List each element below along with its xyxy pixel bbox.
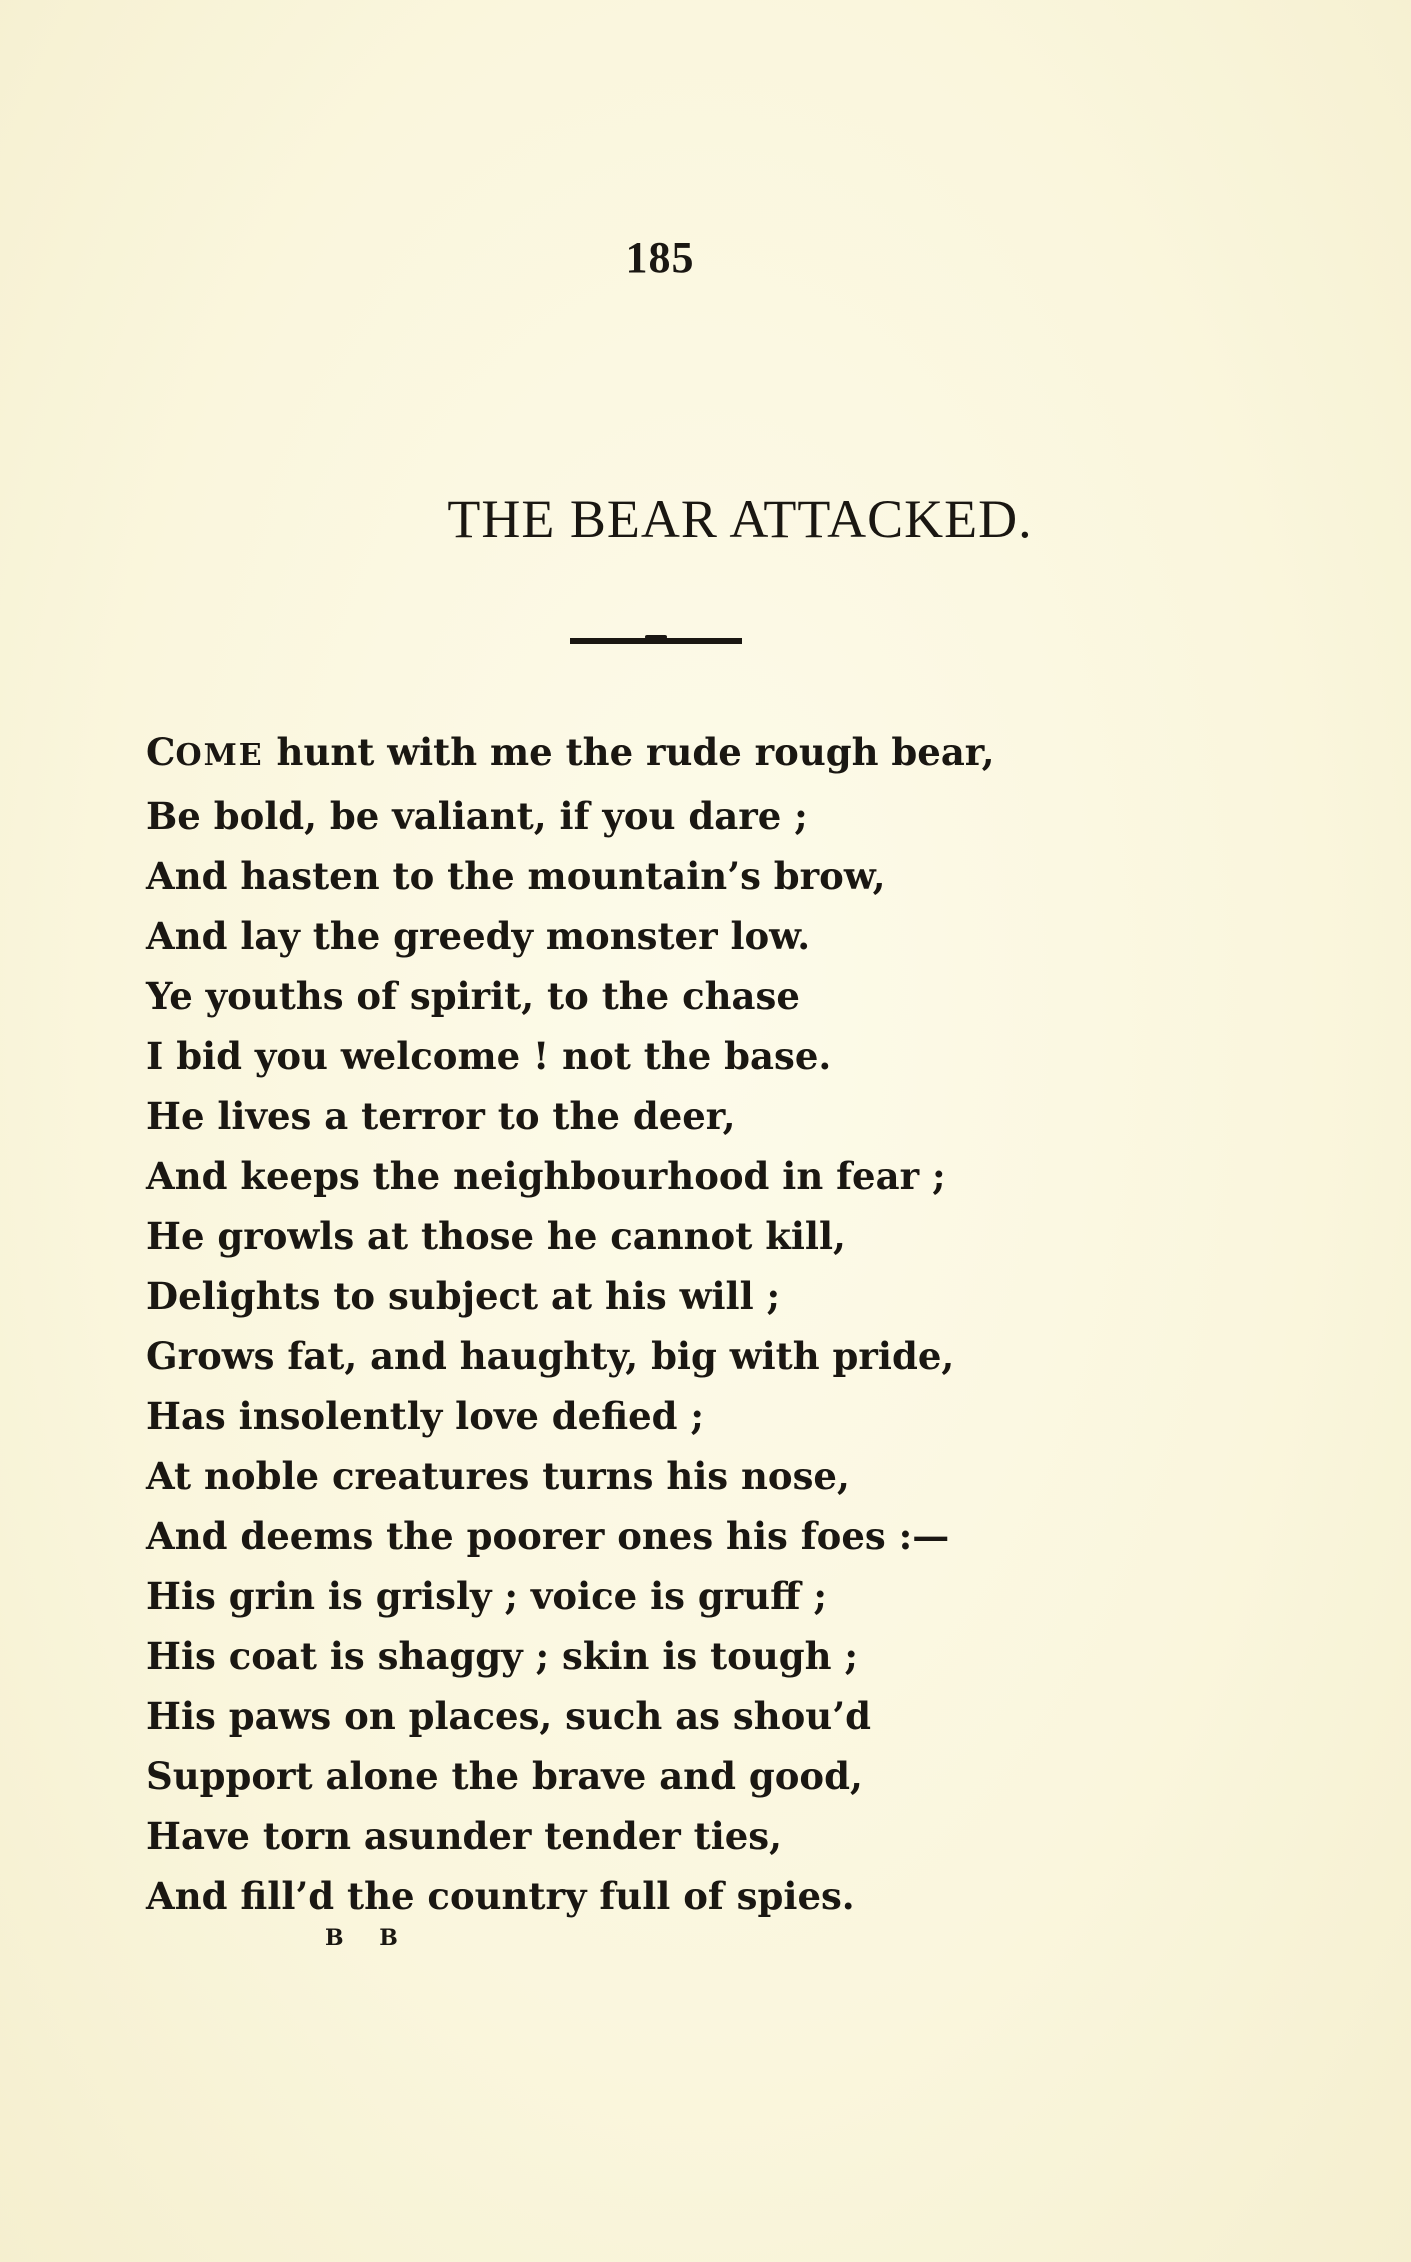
first-word-smallcaps: OME [175, 738, 264, 773]
poem-line: His paws on places, such as shou’d [146, 1694, 871, 1738]
poem-line: He lives a terror to the deer, [146, 1094, 736, 1138]
poem-line: His coat is shaggy ; skin is tough ; [146, 1634, 859, 1678]
poem-line: Grows fat, and haughty, big with pride, [146, 1334, 955, 1378]
poem-line: And hasten to the mountain’s brow, [146, 854, 886, 898]
poem-line: Has insolently love defied ; [146, 1394, 705, 1438]
poem-line: Have torn asunder tender ties, [146, 1814, 783, 1858]
poem-line: His grin is grisly ; voice is gruff ; [146, 1574, 828, 1618]
signature-mark: B B [325, 1925, 412, 1951]
poem-line-1 [146, 722, 1146, 786]
poem-line: Ye youths of spirit, to the chase [146, 974, 800, 1018]
poem-line: He growls at those he cannot kill, [146, 1214, 846, 1258]
title-divider-rule [570, 638, 742, 644]
poem-line: And lay the greedy monster low. [146, 914, 811, 958]
poem-line: And keeps the neighbourhood in fear ; [146, 1154, 946, 1198]
poem-line: I bid you welcome ! not the base. [146, 1034, 832, 1078]
poem-title: THE BEAR ATTACKED. [447, 489, 1033, 549]
poem-line: And deems the poorer ones his foes :— [146, 1514, 950, 1558]
first-line-rest: hunt with me the rude rough bear, [263, 730, 995, 774]
poem-body [146, 722, 1146, 1926]
poem-line: Delights to subject at his will ; [146, 1274, 781, 1318]
poem-line: At noble creatures turns his nose, [146, 1454, 850, 1498]
first-word-initial: C [146, 730, 176, 774]
poem-line: And fill’d the country full of spies. [146, 1874, 855, 1918]
poem-line: Be bold, be valiant, if you dare ; [146, 794, 808, 838]
poem-line: Support alone the brave and good, [146, 1754, 863, 1798]
page-number: 185 [625, 233, 695, 282]
